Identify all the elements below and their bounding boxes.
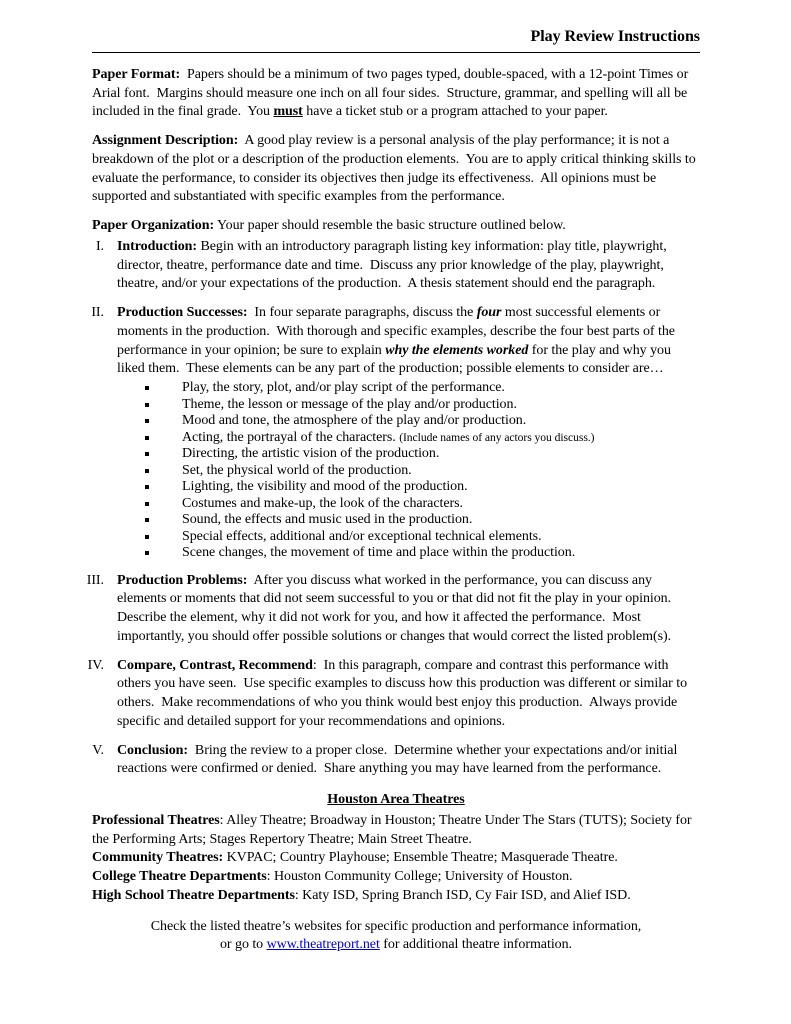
text-segment: Your paper should resemble the basic structure outlined below. bbox=[214, 218, 566, 233]
text-segment: most successful elements or moments in the production. With thorough and specific examples, describe the four best parts of the performance in your opinion; be sure to explain bbox=[117, 305, 679, 358]
text-segment: Assignment Description: bbox=[92, 133, 239, 148]
outline-numeral-iv: IV. bbox=[87, 657, 104, 673]
outline-item-text bbox=[117, 238, 700, 294]
text-segment: : Houston Community College; University of Houston. bbox=[266, 869, 573, 885]
text-segment: four bbox=[476, 305, 502, 320]
outline-body bbox=[117, 238, 700, 294]
outline-body bbox=[117, 742, 700, 780]
square-bullet-icon bbox=[145, 518, 149, 522]
text-segment: (Include names of any actors you discuss.) bbox=[399, 430, 595, 444]
text-segment: Lighting, the visibility and mood of the production. bbox=[182, 479, 468, 495]
bullet-text bbox=[182, 430, 594, 447]
outline-item-production-problems bbox=[86, 572, 700, 647]
text-segment: KVPAC; Country Playhouse; Ensemble Theatre; Masquerade Theatre. bbox=[223, 850, 618, 866]
text-segment: Costumes and make-up, the look of the characters. bbox=[182, 495, 463, 511]
bullet-text bbox=[182, 545, 575, 562]
bullet-text bbox=[182, 397, 517, 414]
text-segment: Paper Organization: bbox=[92, 218, 215, 233]
square-bullet-icon bbox=[145, 535, 149, 539]
text-segment: Directing, the artistic vision of the production. bbox=[182, 446, 440, 462]
paragraph-paper-format bbox=[92, 66, 700, 122]
outline-body bbox=[117, 304, 700, 562]
text-segment: Production Successes: bbox=[117, 305, 248, 320]
document-footer bbox=[92, 918, 700, 956]
bullet-text bbox=[182, 496, 463, 513]
text-segment: Papers should be a minimum of two pages typed, double-spaced, with a 12-point Times or Arial font. Margins should measure one inch on all four sides. Structure, grammar, and spelling will all be included in the final grade. You bbox=[92, 66, 691, 120]
theatre-line-high-school bbox=[92, 887, 700, 906]
text-segment: A good play review is a personal analysis of the play performance; it is not a breakdown of the plot or a description of the production elements. You are to apply critical thinking skills to evaluate the performance, to consider its objectives then judge its effectiveness. All opinions must be supported and substantiated with specific examples from the performance. bbox=[92, 133, 700, 205]
outline-body bbox=[117, 572, 700, 647]
text-segment: High School Theatre Departments bbox=[92, 887, 295, 903]
outline-body bbox=[117, 657, 700, 732]
bullet-item-set bbox=[117, 463, 700, 480]
bullet-item-special-effects bbox=[117, 529, 700, 546]
outline-item-text bbox=[117, 304, 700, 379]
text-segment: Special effects, additional and/or exceptional technical elements. bbox=[182, 528, 542, 544]
page-title: Play Review Instructions bbox=[530, 28, 700, 45]
square-bullet-icon bbox=[145, 502, 149, 506]
text-segment: Mood and tone, the atmosphere of the play and/or production. bbox=[182, 413, 527, 429]
square-bullet-icon bbox=[145, 452, 149, 456]
text-segment: Play, the story, plot, and/or play script of the performance. bbox=[182, 380, 505, 395]
footer-line-1 bbox=[92, 918, 700, 937]
bullet-item-mood-tone bbox=[117, 413, 700, 430]
text-segment: must bbox=[273, 104, 303, 120]
bullet-item-costumes bbox=[117, 496, 700, 513]
outline-item-compare-contrast-recommend bbox=[87, 657, 700, 732]
text-segment: why the elements worked bbox=[385, 342, 529, 358]
square-bullet-icon bbox=[145, 551, 149, 555]
square-bullet-icon bbox=[145, 386, 149, 390]
paragraph-paper-organization bbox=[92, 217, 700, 236]
theatre-line-professional bbox=[92, 812, 700, 850]
text-segment: Professional Theatres bbox=[92, 812, 220, 828]
theatreport-link[interactable]: www.theatreport.net bbox=[266, 937, 380, 953]
text-segment: for the play and why you liked them. These elements can be any part of the production; possible elements to consider are… bbox=[117, 342, 675, 377]
text-segment: Conclusion: bbox=[117, 742, 189, 758]
text-segment: In four separate paragraphs, discuss the bbox=[247, 305, 477, 320]
square-bullet-icon bbox=[145, 419, 149, 423]
bullet-item-acting bbox=[117, 430, 700, 447]
text-segment: Community Theatres: bbox=[92, 850, 224, 866]
bullet-text bbox=[182, 463, 412, 480]
outline-item-production-successes bbox=[92, 304, 700, 562]
text-segment: Production Problems: bbox=[117, 572, 248, 588]
houston-theatres-heading: Houston Area Theatres bbox=[327, 792, 465, 808]
outline-item-text bbox=[117, 572, 700, 647]
text-segment: Begin with an introductory paragraph listing key information: play title, playwright, director, theatre, performance date and time. Discuss any prior knowledge of the play, playwright, theatre, and/or your expectations of the production. A thesis statement should end the paragraph. bbox=[117, 238, 671, 292]
bullet-item-directing bbox=[117, 446, 700, 463]
text-segment: Sound, the effects and music used in the production. bbox=[182, 512, 473, 528]
text-segment: : In this paragraph, compare and contrast this performance with others you have seen. Use specific examples to discuss how this production was different or similar to others. Make recommendations of who you think would best enjoy this production. Always provide specific and detailed support for your recommendations and opinions. bbox=[117, 657, 691, 729]
square-bullet-icon bbox=[145, 469, 149, 473]
square-bullet-icon bbox=[145, 436, 149, 440]
text-segment: Set, the physical world of the production. bbox=[182, 462, 412, 478]
bullet-text bbox=[182, 413, 526, 430]
document-header bbox=[92, 26, 700, 53]
elements-bullet-list bbox=[117, 380, 700, 562]
bullet-item-theme bbox=[117, 397, 700, 414]
outline-item-text bbox=[117, 657, 700, 732]
bullet-text bbox=[182, 380, 505, 397]
text-segment: Acting, the portrayal of the characters. bbox=[182, 429, 400, 445]
theatre-line-college bbox=[92, 868, 700, 887]
text-segment: Scene changes, the movement of time and place within the production. bbox=[182, 545, 576, 561]
text-segment: Introduction: bbox=[117, 238, 197, 254]
bullet-text bbox=[182, 512, 472, 529]
outline-item-conclusion bbox=[92, 742, 700, 780]
text-segment: Bring the review to a proper close. Determine whether your expectations and/or initial reactions were confirmed or denied. Share anything you may have learned from the performance. bbox=[117, 742, 681, 777]
text-segment: Check the listed theatre’s websites for specific production and performance information, bbox=[150, 918, 642, 934]
outline-item-introduction bbox=[92, 238, 700, 294]
paragraph-assignment-description bbox=[92, 132, 700, 207]
text-segment: or go to bbox=[219, 937, 267, 953]
square-bullet-icon bbox=[145, 403, 149, 407]
theatre-line-community bbox=[92, 849, 700, 868]
text-segment: College Theatre Departments bbox=[92, 869, 267, 885]
bullet-item-lighting bbox=[117, 479, 700, 496]
square-bullet-icon bbox=[145, 485, 149, 489]
bullet-item-play bbox=[117, 380, 700, 397]
footer-line-2 bbox=[92, 936, 700, 955]
bullet-text bbox=[182, 529, 542, 546]
text-segment: have a ticket stub or a program attached to your paper. bbox=[302, 104, 608, 120]
bullet-item-sound bbox=[117, 512, 700, 529]
outline-numeral-ii: II. bbox=[91, 305, 104, 320]
text-segment: Theme, the lesson or message of the play and/or production. bbox=[182, 396, 517, 412]
outline-numeral-iii: III. bbox=[86, 572, 104, 588]
bullet-item-scene-changes bbox=[117, 545, 700, 562]
bullet-text bbox=[182, 446, 439, 463]
outline-numeral-i: I. bbox=[95, 238, 104, 254]
text-segment: Compare, Contrast, Recommend bbox=[117, 657, 313, 673]
text-segment: Paper Format: bbox=[92, 66, 181, 82]
text-segment: : Katy ISD, Spring Branch ISD, Cy Fair ISD, and Alief ISD. bbox=[294, 887, 631, 903]
outline-numeral-v: V. bbox=[92, 742, 104, 758]
houston-theatres-section bbox=[92, 791, 700, 906]
outline-item-text bbox=[117, 742, 700, 780]
text-segment: : Alley Theatre; Broadway in Houston; Theatre Under The Stars (TUTS); Society for the Performing Arts; Stages Repertory Theatre; Main Street Theatre. bbox=[92, 812, 695, 847]
bullet-text bbox=[182, 479, 468, 496]
text-segment: for additional theatre information. bbox=[379, 937, 573, 953]
text-segment: After you discuss what worked in the performance, you can discuss any elements or moments that did not seem successful to you or that did not fit the play in your opinion. Describe the element, why it did not work for you, and how it affected the performance. Most importantly, you should offer possible solutions or changes that would correct the listed problem(s). bbox=[117, 572, 678, 644]
